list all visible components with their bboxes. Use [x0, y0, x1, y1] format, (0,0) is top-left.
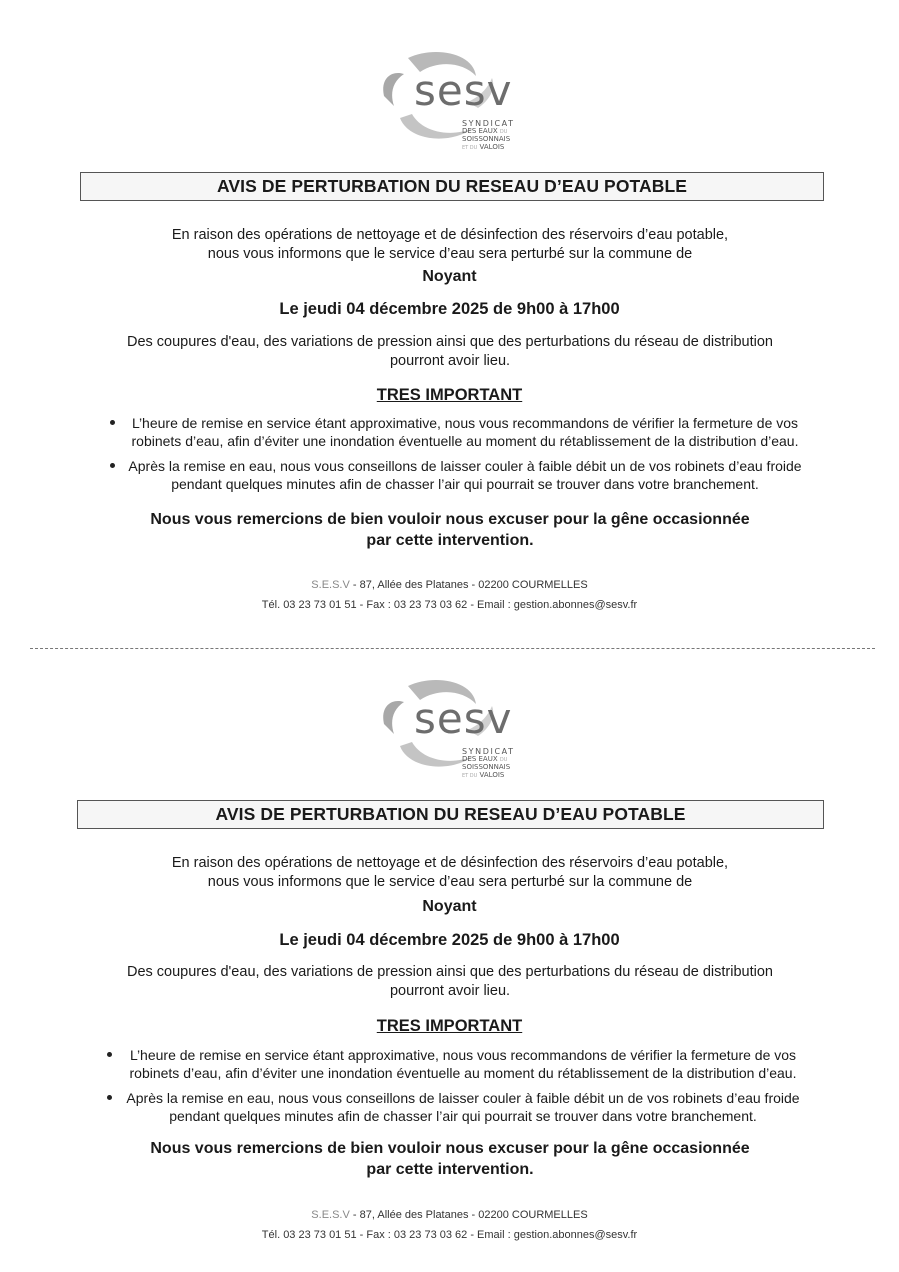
notice-title: AVIS DE PERTURBATION DU RESEAU D’EAU POTABLE: [80, 172, 824, 201]
footer-address: S.E.S.V - 87, Allée des Platanes - 02200 COURMELLES: [311, 579, 588, 591]
advice-item: L’heure de remise en service étant approximative, nous vous recommandons de vérifier la fermeture de vos robinets d’eau, afin d’éviter une inondation éventuelle au moment du rétablissement de la distribution d’eau.: [110, 414, 820, 450]
logo-subtitle: SYNDICAT DES EAUX DU SOISSONNAIS ET DU VALOIS: [462, 747, 515, 779]
commune-name: Noyant: [422, 898, 477, 915]
advice-item: L’heure de remise en service étant approximative, nous vous recommandons de vérifier la fermeture de vos robinets d’eau, afin d’éviter une inondation éventuelle au moment du rétablissement de la distribution d’eau.: [107, 1046, 819, 1082]
advice-item: Après la remise en eau, nous vous conseillons de laisser couler à faible débit un de vos robinets d’eau froide pendant quelques minutes afin de chasser l’air qui pourrait se trouver dans votre branchement.: [110, 457, 820, 493]
notice-title: AVIS DE PERTURBATION DU RESEAU D’EAU POTABLE: [77, 800, 824, 829]
disruption-date: Le jeudi 04 décembre 2025 de 9h00 à 17h00: [279, 931, 620, 949]
intro-paragraph: En raison des opérations de nettoyage et de désinfection des réservoirs d’eau potable, nous vous informons que le service d’eau sera perturbé sur la commune de: [171, 855, 729, 890]
disruption-paragraph: Des coupures d'eau, des variations de pression ainsi que des perturbations du réseau de distribution pourront avoir lieu.: [126, 334, 773, 369]
bullet-icon: [110, 463, 115, 468]
disruption-paragraph: Des coupures d'eau, des variations de pression ainsi que des perturbations du réseau de distribution pourront avoir lieu.: [126, 964, 773, 999]
footer-contact: Tél. 03 23 73 01 51 - Fax : 03 23 73 03 62 - Email : gestion.abonnes@sesv.fr: [261, 1229, 638, 1241]
footer-contact: Tél. 03 23 73 01 51 - Fax : 03 23 73 03 62 - Email : gestion.abonnes@sesv.fr: [261, 599, 638, 611]
sesv-logo: [378, 676, 538, 779]
notice-bottom: [0, 628, 899, 1264]
bullet-icon: [107, 1052, 112, 1057]
advice-item: Après la remise en eau, nous vous conseillons de laisser couler à faible débit un de vos robinets d’eau froide pendant quelques minutes afin de chasser l’air qui pourrait se trouver dans votre branchement.: [107, 1089, 819, 1125]
bullet-icon: [107, 1095, 112, 1100]
intro-paragraph: En raison des opérations de nettoyage et de désinfection des réservoirs d’eau potable, nous vous informons que le service d’eau sera perturbé sur la commune de: [171, 227, 729, 262]
bullet-icon: [110, 420, 115, 425]
important-heading: TRES IMPORTANT: [376, 386, 523, 404]
advice-list: [110, 414, 820, 500]
disruption-date: Le jeudi 04 décembre 2025 de 9h00 à 17h00: [279, 300, 620, 318]
thanks-message: Nous vous remercions de bien vouloir nous excuser pour la gêne occasionnée par cette intervention.: [150, 1140, 750, 1178]
commune-name: Noyant: [422, 268, 477, 285]
advice-list: [107, 1046, 819, 1132]
footer-address: S.E.S.V - 87, Allée des Platanes - 02200 COURMELLES: [311, 1209, 588, 1221]
thanks-message: Nous vous remercions de bien vouloir nous excuser pour la gêne occasionnée par cette intervention.: [150, 511, 750, 549]
sesv-logo: [378, 48, 538, 151]
important-heading: TRES IMPORTANT: [376, 1017, 523, 1035]
logo-wordmark: sesv: [414, 694, 513, 743]
logo-subtitle: SYNDICAT DES EAUX DU SOISSONNAIS ET DU VALOIS: [462, 119, 515, 151]
logo-wordmark: sesv: [414, 66, 513, 115]
